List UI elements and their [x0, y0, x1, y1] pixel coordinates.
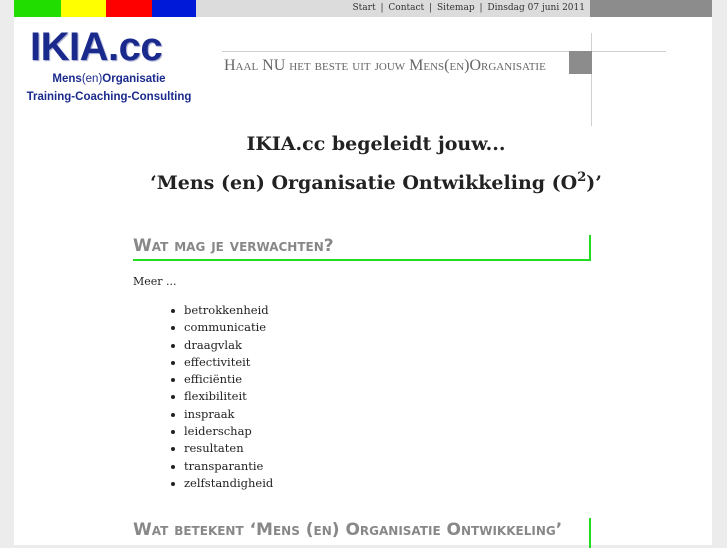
list-item [165, 388, 273, 405]
header-gray-square [569, 51, 592, 74]
color-swatch-yellow [61, 0, 106, 17]
bullet-icon [171, 482, 175, 486]
list-item-label: zelfstandigheid [184, 475, 274, 490]
page-subtitle-end: )’ [586, 172, 602, 194]
list-item-label: transparantie [184, 458, 264, 473]
nav-separator: | [380, 3, 384, 13]
section-title: Wat betekent ‘Mens (en) Organisatie Ontwikkeling’ [133, 520, 563, 540]
nav-separator: | [429, 3, 433, 13]
list-item-label: effectiviteit [184, 354, 251, 369]
page-subtitle [0, 170, 727, 194]
bullet-icon [171, 344, 175, 348]
bullet-icon [171, 465, 175, 469]
list-item-label: inspraak [184, 406, 235, 421]
nav-link-start[interactable]: Start [352, 3, 376, 13]
nav-link-sitemap[interactable]: Sitemap [436, 3, 475, 13]
list-item-label: efficiëntie [184, 372, 243, 387]
logo-subtitle [14, 72, 204, 86]
list-item [165, 440, 273, 457]
list-item-label: communicatie [184, 320, 267, 335]
bullet-icon [171, 430, 175, 434]
page-container [14, 0, 712, 545]
logo-services: Training-Coaching-Consulting [26, 91, 192, 103]
color-swatch-red [106, 0, 152, 17]
header-tagline: Haal NU het beste uit jouw Mens(en)Organisatie [224, 57, 546, 74]
bullet-icon [171, 361, 175, 365]
section-title: Wat mag je verwachten? [133, 236, 334, 256]
current-date: Dinsdag 07 juni 2011 [487, 3, 585, 13]
list-item [165, 337, 273, 354]
bullet-icon [171, 326, 175, 330]
top-nav [196, 0, 590, 17]
header-horizontal-rule [222, 51, 666, 52]
logo-subtitle-suffix: Organisatie [102, 73, 166, 85]
list-item [165, 423, 273, 440]
nav-separator: | [479, 3, 483, 13]
color-swatch-green [14, 0, 61, 17]
nav-link-contact[interactable]: Contact [388, 3, 425, 13]
bullet-icon [171, 413, 175, 417]
benefits-list [165, 302, 273, 492]
list-item [165, 475, 273, 492]
logo-subtitle-paren: (en) [81, 73, 103, 85]
logo[interactable] [14, 20, 210, 110]
bullet-icon [171, 395, 175, 399]
list-item-label: leiderschap [184, 424, 252, 439]
list-item-label: draagvlak [184, 337, 242, 352]
superscript: 2 [577, 170, 587, 185]
list-item-label: resultaten [184, 441, 244, 456]
section-heading-meaning [133, 518, 591, 548]
list-item [165, 302, 273, 319]
top-bar [14, 0, 712, 17]
list-item [165, 371, 273, 388]
bullet-icon [171, 378, 175, 382]
list-item [165, 406, 273, 423]
page-subtitle-main: ‘Mens (en) Organisatie Ontwikkeling (O [150, 172, 578, 194]
logo-title: IKIA.cc [30, 25, 163, 69]
list-item-label: flexibiliteit [184, 389, 247, 404]
color-swatch-blue [152, 0, 196, 17]
section-heading-expectations [133, 235, 591, 261]
list-item-label: betrokkenheid [184, 303, 269, 317]
list-item [165, 458, 273, 475]
top-bar-dark-block [590, 0, 712, 17]
list-item [165, 319, 273, 336]
list-item [165, 354, 273, 371]
logo-subtitle-prefix: Mens [52, 73, 82, 85]
bullet-icon [171, 309, 175, 313]
page-title: IKIA.cc begeleidt jouw... [246, 133, 506, 155]
header-vertical-rule [591, 33, 592, 126]
bullet-icon [171, 447, 175, 451]
intro-text: Meer ... [133, 275, 177, 288]
